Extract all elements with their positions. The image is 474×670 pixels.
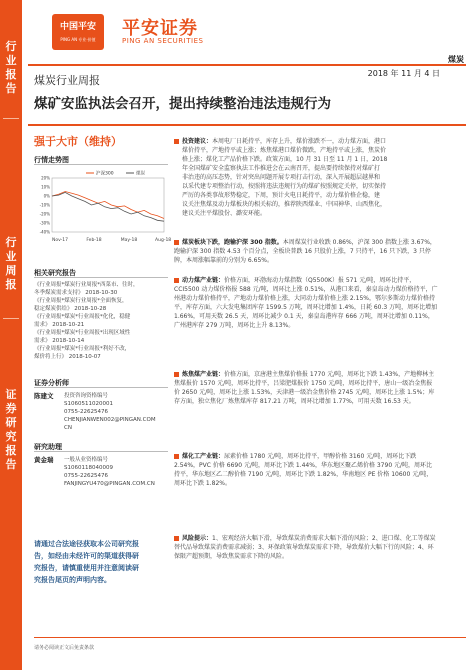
report-headline: 煤矿安监执法会召开，提出持续整治违法违规行为	[34, 96, 331, 112]
brand-name-en: PING AN SECURITIES	[122, 37, 204, 45]
para-body: 尿素价格 1780 元/吨，周环比持平，甲醇价格 3160 元/吨，周环比下跌 2.54%，PVC 价格 6690 元/吨，周环比下跌 1.44%，华东地区聚乙烯价格 3790 元/吨，周环比持平，华东地区乙二醇价格 7190 元/吨，周环比下跌 1.82%，华南地区 PE 价格 10600 元/吨，周环比下跌 1.82%。	[174, 453, 433, 487]
bullet-square	[174, 278, 179, 283]
para-lead: 炼焦煤产业链：	[182, 371, 225, 378]
thermal-coal-chain	[174, 276, 438, 330]
sidebar-group-industry-report	[0, 40, 22, 96]
related-line: 《行业周报*煤炭*行业周报*利好不改，	[34, 346, 131, 352]
related-line: 《行业周报*煤炭行业周报*全面恢复，	[34, 298, 128, 304]
footer-disclaimer: 请务必阅读正文后免责条款	[34, 645, 95, 651]
related-reports-label: 相关研究报告	[34, 269, 76, 277]
para-lead: 投资建议：	[182, 138, 213, 145]
report-type: 煤炭行业周报	[34, 74, 100, 87]
x-tick-label: Aug-18	[155, 238, 172, 243]
analyst-line: CN	[64, 425, 72, 431]
industry-tag: 煤炭	[448, 55, 464, 64]
assistant-line: 一般从业资格编号	[64, 457, 109, 463]
related-line: 需求》 2018-10-21	[34, 322, 85, 328]
header-divider	[28, 64, 466, 66]
trend-label: 行情走势图	[34, 156, 69, 164]
assistant-email: FANJINGYU470@PINGAN.COM.CN	[64, 481, 155, 487]
para-lead: 煤化工产业链：	[182, 453, 225, 460]
series-line-1	[52, 192, 164, 221]
coal-chemical-chain	[174, 452, 438, 488]
y-tick-label: 0%	[43, 193, 50, 199]
y-tick-label: -10%	[39, 202, 50, 208]
related-line: 稳定煤炭供给》 2018-10-28	[34, 306, 107, 312]
coking-coal-chain	[174, 370, 438, 406]
assistant-info	[34, 456, 168, 488]
access-disclaimer	[34, 538, 168, 586]
para-body: 本周煤炭行业收跌 0.86%，沪深 300 指数上涨 3.67%，跑输沪深 300 指数 4.53 个百分点，全板块普跌 16 只股价上涨，7 只持平，16 只下跌，3 只停牌，本周涨幅靠前的分别为 6.65%。	[174, 239, 436, 264]
analyst-label: 证券分析师	[34, 379, 69, 387]
disclaimer-line: 究报告尾页的声明内容。	[34, 576, 111, 584]
para-line: 煤价持平，产地持平或上涨；炼焦煤港口煤价微跌，产地持平或上涨，焦炭价	[182, 147, 387, 154]
y-tick-label: 10%	[41, 184, 50, 190]
para-line: 本周电厂日耗持平，库存上升，煤价涨跌不一，动力煤方面，港口	[212, 138, 387, 145]
section-divider	[34, 164, 168, 165]
assistant-name: 黄金瑞	[34, 456, 54, 464]
legend-label: 沪深300	[96, 171, 114, 177]
y-tick-label: -30%	[39, 220, 50, 226]
report-date: 2018 年 11 月 4 日	[367, 69, 440, 78]
analyst-line: S1060511020001	[64, 401, 113, 407]
y-tick-label: -20%	[39, 211, 50, 217]
pingan-logo	[52, 14, 104, 50]
bullet-square	[174, 139, 179, 144]
related-line: 需求》 2018-10-14	[34, 338, 85, 344]
investment-advice	[174, 137, 438, 229]
para-body: 价格方面，京唐港主焦煤价格报 1770 元/吨，周环比下跌 1.43%，产地柳林主焦煤报价 1570 元/吨，周环比持平，吕梁肥煤报价 1750 元/吨，周环比持平，唐山一级冶金焦报价 2650 元/吨，周环比上涨 1.53%，天津港一级冶金焦价格 2745 元/吨，周环比上涨 1.5%；库存方面，独立焦化厂炼焦煤库存 817.21 万吨，周环比增加 1.77%，可用天数 16.53 天。	[174, 371, 435, 405]
section-divider	[34, 277, 168, 278]
disclaimer-line: 告，如经由未经许可的渠道获得研	[34, 552, 139, 560]
sidebar-label: 证券研究报告	[5, 388, 17, 471]
sector-performance	[174, 238, 438, 265]
analyst-name: 陈建文	[34, 392, 54, 400]
legend-label: 煤炭	[136, 171, 145, 177]
sidebar-group-securities-research	[0, 388, 22, 472]
bullet-square	[174, 240, 179, 245]
para-line: 以采代建专项整治行动，按照将违法违规行为的煤矿按照规定关停，切实保持	[182, 183, 387, 190]
para-lead: 动力煤产业链：	[182, 277, 225, 284]
related-line: 冬季煤炭需求支持》 2018-10-30	[34, 290, 118, 296]
bullet-square	[174, 454, 179, 459]
analyst-line: 0755-22625476	[64, 409, 108, 415]
analyst-line: 投资咨询资格编号	[64, 393, 109, 399]
x-tick-label: Nov-17	[52, 238, 69, 243]
disclaimer-line: 究报告，请慎重使用并注意阅读研	[34, 564, 139, 572]
sidebar-group-industry-weekly	[0, 236, 22, 292]
y-tick-label: -40%	[39, 229, 50, 235]
sidebar-label: 行业报告	[5, 40, 17, 95]
trend-chart	[34, 168, 172, 244]
related-line: 《行业周报*煤炭行业周报*西菜市、往时，	[34, 282, 139, 288]
assistant-line: 0755-22625476	[64, 473, 108, 479]
y-tick-label: 20%	[41, 175, 50, 181]
bullet-square	[174, 372, 179, 377]
para-line: 建议关注平煤股份、潞安环能。	[182, 210, 267, 217]
para-line: 严厉的各类事故形势稳定，下周，预计火电日耗持平，动力煤价格企稳，建	[182, 192, 381, 199]
sidebar-label: 行业周报	[5, 236, 17, 291]
para-line: 议关注焦煤及动力煤板块的相关标的，推荐陕西煤业、中国神华、山西焦化，	[182, 201, 387, 208]
para-line: 非治违的高压态势，针对突出问题开展专项打击行动，深入开展超层越界和	[182, 174, 381, 181]
logo-text: 中国平安	[59, 22, 96, 32]
disclaimer-line: 请通过合法途径获取本公司研究报	[34, 540, 139, 548]
para-line: 年全国煤矿安全监察执法工作推进会在云南召开，提出要持续保持对煤矿打	[182, 165, 381, 172]
risk-warning	[174, 534, 438, 561]
series-line-0	[52, 192, 164, 219]
x-tick-label: May-18	[120, 238, 138, 243]
related-line: 煤价将上行》 2018-10-07	[34, 354, 101, 360]
bullet-square	[174, 536, 179, 541]
sidebar-divider	[3, 318, 19, 319]
headline-divider	[28, 124, 466, 126]
related-line: 《行业周报*煤炭*行业周报*出现区域性	[34, 330, 131, 336]
para-lead: 风险提示：	[182, 535, 213, 542]
para-body: 1、宏观经济大幅下滑，导致煤炭消费需求大幅下滑的风险；2、进口煤、化工等煤炭替代品导致煤炭消费需求减弱；3、环保政策导致煤炭需求下降，导致煤价大幅下行的风险；4、环保限产超预期，导致焦炭需求下降的风险。	[174, 535, 436, 560]
para-lead: 煤炭板块下跌，跑输沪深 300 指数。	[182, 239, 283, 246]
side-banner	[0, 0, 22, 670]
para-body: 价格方面，环渤海动力煤指数（Q5500K）报 571 元/吨，周环比持平，CCI5500 动力煤价格报 588 元/吨，周环比上涨 0.51%，从港口来看，秦皇岛动力煤价格持平，广州港动力煤价格持平，产地动力煤价格上涨，大同动力煤价格上涨 2.15%，鄂尔多斯动力煤价格持平，库存方面，六大发电集团库存 1599.5 万吨，周环比增加 1.4%，日耗 60.3 万吨，周环比增加 1.66%，可用天数 26.5 天，周环比减少 0.1 天，秦皇岛港库存 666 万吨，周环比增加 0.11%，广州港库存 279 万吨，周环比上升 8.13%。	[174, 277, 438, 329]
logo-subtext: PING AN 专业·价值	[60, 37, 96, 42]
related-reports-list	[34, 281, 168, 361]
analyst-email: CHENJIANWEN002@PINGAN.COM	[64, 417, 156, 423]
chart-frame	[52, 178, 164, 232]
brand-name: 平安证券	[122, 18, 198, 39]
assistant-label: 研究助理	[34, 443, 62, 451]
assistant-line: S1060118040009	[64, 465, 113, 471]
section-divider	[34, 451, 168, 452]
related-line: 《行业周报*煤炭*行业周报*化化，稳健	[34, 314, 131, 320]
footer-divider	[34, 637, 466, 638]
section-divider	[34, 387, 168, 388]
sidebar-divider	[3, 118, 19, 119]
x-tick-label: Feb-18	[86, 238, 102, 243]
rating: 强于大市（维持）	[34, 135, 122, 148]
para-line: 格上涨；煤化工产品价格下跌。政策方面，10 月 31 日至 11 月 1 日，2018	[182, 156, 388, 163]
analyst-info	[34, 392, 168, 432]
